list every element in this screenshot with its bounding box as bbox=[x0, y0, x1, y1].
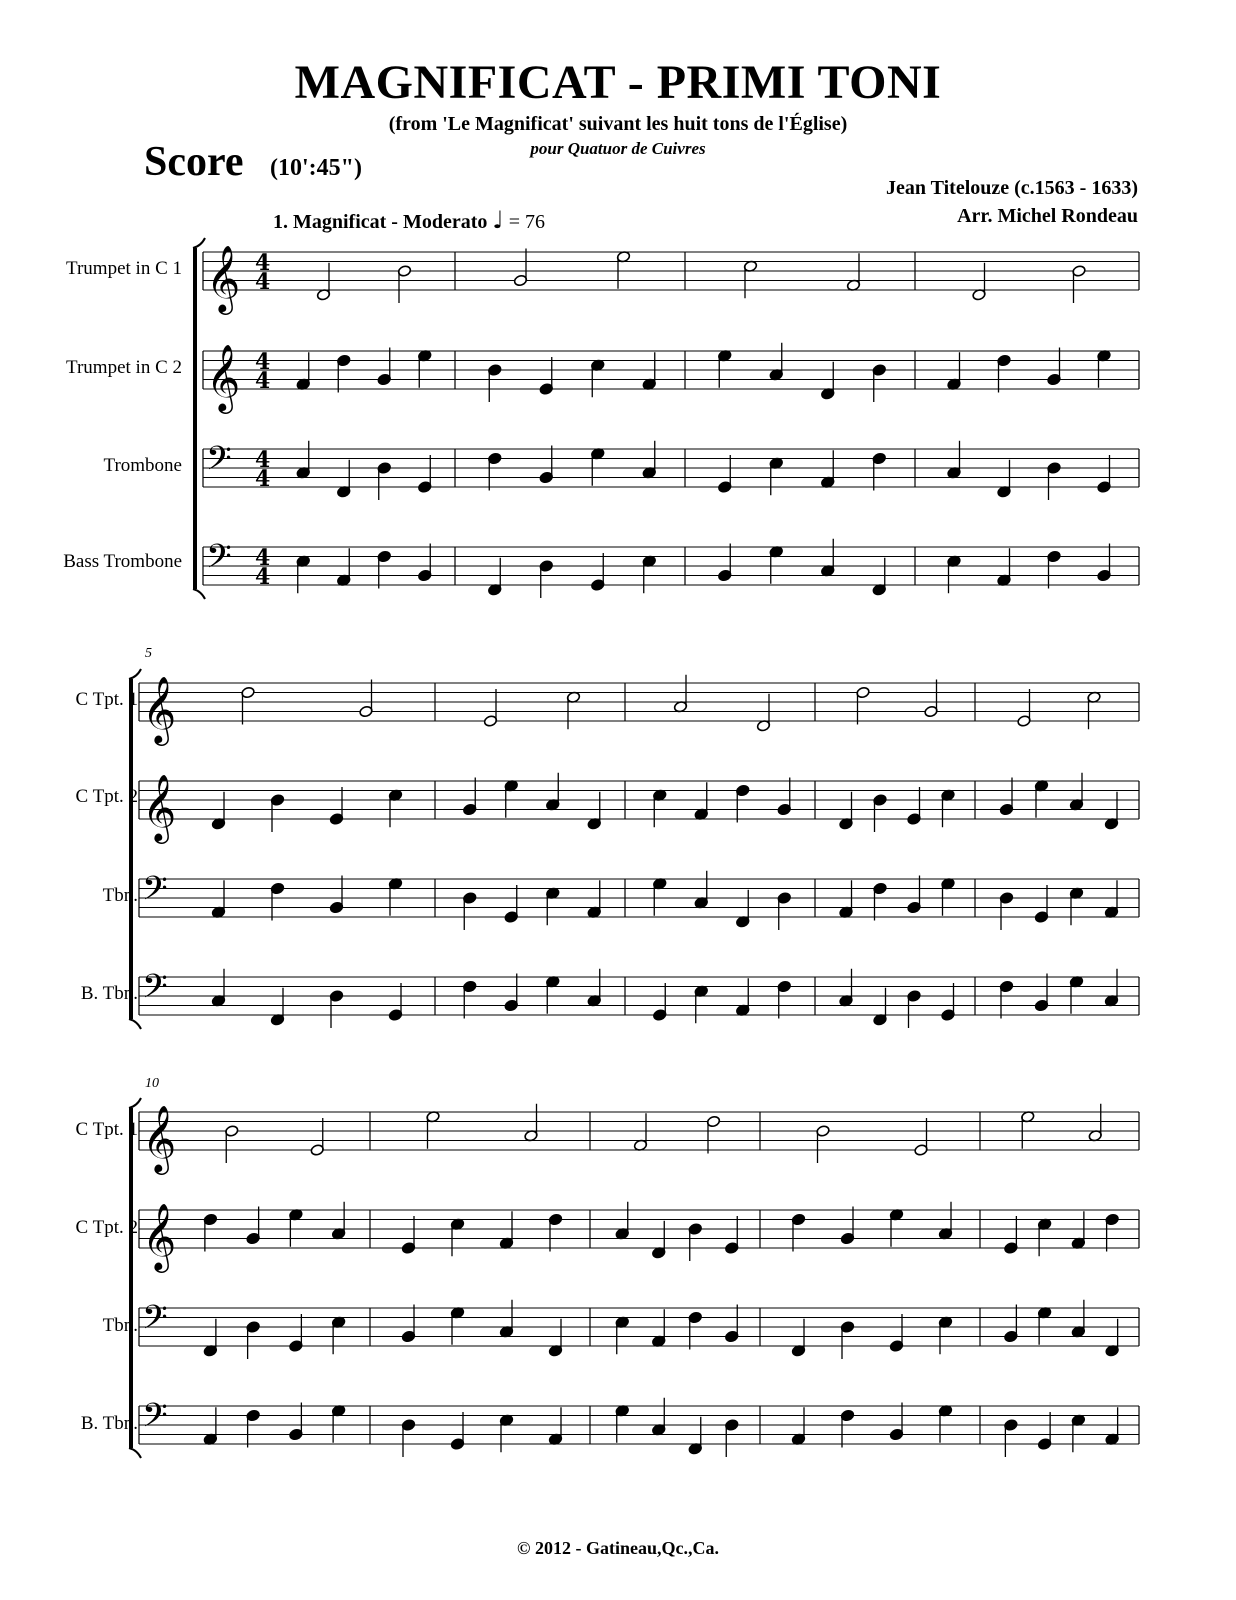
bass-clef-icon: 𝄢 bbox=[142, 1397, 168, 1443]
bass-clef-icon: 𝄢 bbox=[142, 1299, 168, 1345]
instrument-label-tpt2: Trumpet in C 2 bbox=[66, 357, 182, 378]
bass-clef-icon: 𝄢 bbox=[206, 440, 232, 486]
time-signature-numerator: 4 bbox=[255, 447, 271, 473]
score-label: Score bbox=[144, 139, 244, 185]
instrument-label-tbn: Trombone bbox=[103, 455, 182, 476]
treble-clef-icon: 𝄞 bbox=[142, 675, 177, 743]
arranger-credit: Arr. Michel Rondeau bbox=[957, 205, 1138, 227]
composer-credit: Jean Titelouze (c.1563 - 1633) bbox=[885, 177, 1138, 199]
tempo-section-label: 1. Magnificat - Moderato bbox=[273, 211, 488, 233]
instrument-label-btbn: B. Tbn. bbox=[80, 1413, 138, 1434]
bass-clef-icon: 𝄢 bbox=[206, 538, 232, 584]
tempo-bpm: = 76 bbox=[508, 211, 545, 233]
time-signature-numerator: 4 bbox=[255, 349, 271, 375]
instrument-label-btbn: Bass Trombone bbox=[63, 551, 182, 572]
system-bracket bbox=[129, 669, 141, 679]
bass-clef-icon: 𝄢 bbox=[142, 870, 168, 916]
time-signature-numerator: 4 bbox=[255, 250, 271, 276]
duration-label: (10':45") bbox=[270, 155, 362, 181]
instrument-label-tbn: Tbn. bbox=[102, 1315, 138, 1336]
time-signature-denominator: 4 bbox=[255, 368, 271, 394]
system-bracket bbox=[129, 1019, 141, 1029]
instrument-label-tbn: Tbn. bbox=[102, 885, 138, 906]
treble-clef-icon: 𝄞 bbox=[142, 1104, 177, 1172]
instrumentation-note: pour Quatuor de Cuivres bbox=[530, 139, 706, 158]
system-bracket bbox=[129, 1448, 141, 1458]
time-signature-numerator: 4 bbox=[255, 545, 271, 571]
time-signature-denominator: 4 bbox=[255, 466, 271, 492]
treble-clef-icon: 𝄞 bbox=[206, 343, 241, 411]
quarter-note-icon: ♩ bbox=[492, 206, 504, 234]
copyright-notice: © 2012 - Gatineau,Qc.,Ca. bbox=[517, 1538, 719, 1558]
score-subtitle: (from 'Le Magnificat' suivant les huit tons de l'Église) bbox=[388, 113, 848, 135]
instrument-label-tpt2: C Tpt. 2 bbox=[75, 786, 138, 807]
time-signature-denominator: 4 bbox=[255, 564, 271, 590]
measure-number: 10 bbox=[145, 1076, 159, 1091]
treble-clef-icon: 𝄞 bbox=[206, 244, 241, 312]
bass-clef-icon: 𝄢 bbox=[142, 968, 168, 1014]
score-title: MAGNIFICAT - PRIMI TONI bbox=[294, 56, 942, 109]
measure-number: 5 bbox=[145, 646, 152, 661]
treble-clef-icon: 𝄞 bbox=[142, 1202, 177, 1270]
time-signature-denominator: 4 bbox=[255, 269, 271, 295]
system-bracket bbox=[129, 1098, 141, 1108]
instrument-label-tpt1: Trumpet in C 1 bbox=[66, 258, 182, 279]
instrument-label-tpt2: C Tpt. 2 bbox=[75, 1217, 138, 1238]
treble-clef-icon: 𝄞 bbox=[142, 773, 177, 841]
system-bracket bbox=[193, 589, 205, 599]
instrument-label-tpt1: C Tpt. 1 bbox=[75, 689, 138, 710]
system-bracket bbox=[193, 238, 205, 248]
instrument-label-tpt1: C Tpt. 1 bbox=[75, 1119, 138, 1140]
instrument-label-btbn: B. Tbn. bbox=[80, 983, 138, 1004]
